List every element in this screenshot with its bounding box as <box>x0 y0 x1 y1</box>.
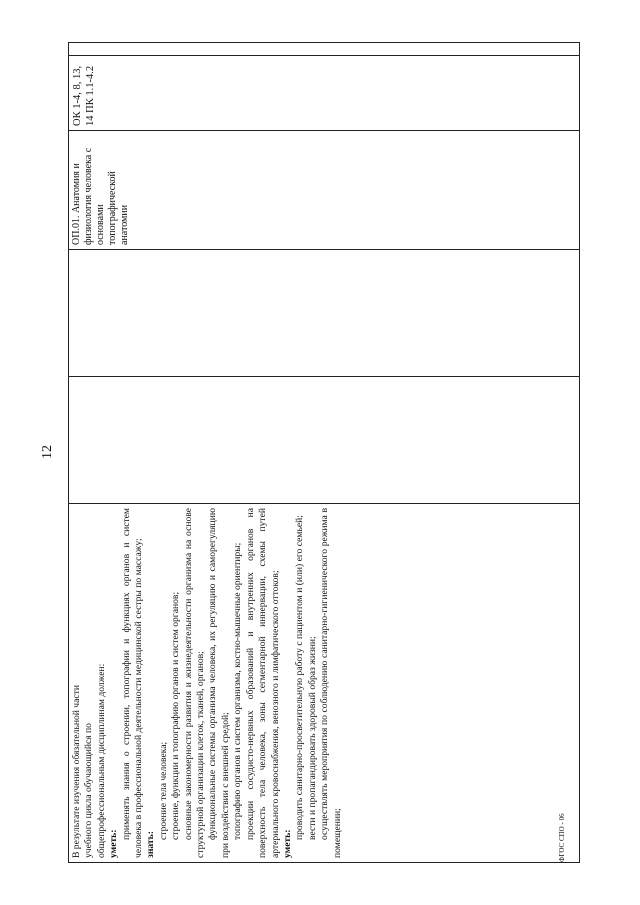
content-line: В результате изучения обязательной части <box>71 685 82 858</box>
content-line: общепрофессиональным дисциплинам должен: <box>95 663 107 858</box>
empty-cell-2 <box>69 250 580 377</box>
content-line: применять знания о строении, топографии и функциях органов и систем человека в профессиональной деятельности медицинской сестры по массажу; <box>120 508 145 858</box>
content-line: строение тела человека; <box>157 741 169 840</box>
empty-cell-1 <box>69 377 580 504</box>
content-line: уметь: <box>108 829 120 858</box>
content-cell <box>69 504 580 863</box>
content-line: функциональные системы организма человека, их регуляцию и саморегуляцию при воздействии с внешней средой; <box>207 508 231 858</box>
content-line: осуществлять мероприятия по соблюдению санитарно-гигиенического режима в помещении; <box>319 508 343 858</box>
content-line: учебного цикла обучающийся по <box>83 723 95 858</box>
footer-code: ФГОС СПО - 06 <box>558 813 566 862</box>
curriculum-table <box>68 42 580 863</box>
content-lines <box>71 508 344 858</box>
content-line: топографию органов и систем организма, костно-мышечные ориентиры; <box>232 542 244 840</box>
competencies-cell: ОК 1-4, 8, 13, 14 ПК 1.1-4.2 <box>69 56 580 131</box>
content-line: проводить санитарно-просветительную работу с пациентом и (или) его семьей; <box>294 515 306 840</box>
page-number: 12 <box>40 445 55 459</box>
content-line: проекции сосудисто-нервных образований и внутренних органов на поверхность тела человека, зоны сегментарной иннервации, схемы путей артериального кровоснабжения, венозного и лимфатического оттоков; <box>244 508 281 858</box>
content-line: основные закономерности развития и жизнедеятельности организма на основе структурной организации клеток, тканей, органов; <box>182 508 207 858</box>
content-line: вести и пропагандировать здоровый образ жизни; <box>306 636 318 840</box>
empty-cell-3 <box>69 43 580 56</box>
content-line: уметь: <box>281 829 293 858</box>
content-line: знать: <box>145 831 157 858</box>
discipline-cell: ОП.01. Анатомия и физиология человека с основами топографической анатомии <box>69 131 580 250</box>
content-line: строение, функции и топографию органов и систем органов; <box>170 591 182 840</box>
table-row <box>69 43 580 863</box>
curriculum-table-wrapper <box>68 42 580 863</box>
